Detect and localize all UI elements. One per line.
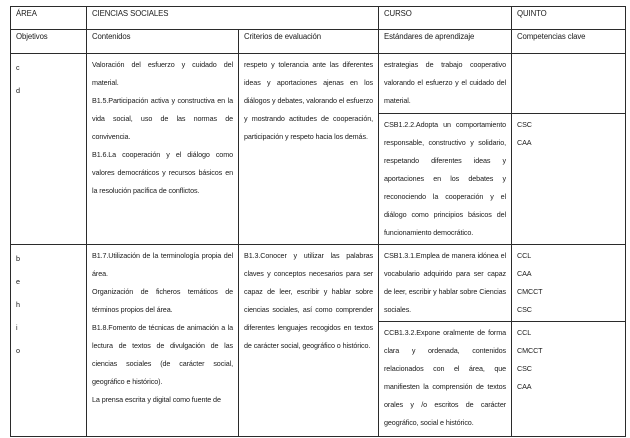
curso-label-cell: CURSO bbox=[379, 7, 512, 30]
cell-estandares-row1b bbox=[379, 114, 512, 245]
cell-objetivos-row1 bbox=[11, 54, 87, 245]
contenido-paragraph: B1.6.La cooperación y el diálogo como valores democráticos y recursos básicos en la resolución pacífica de conflictos. bbox=[92, 150, 233, 195]
header-row-columns bbox=[11, 30, 626, 54]
estandar-paragraph: CSB1.2.2.Adopta un comportamiento responsable, constructivo y solidario, respetando diferentes ideas y aportaciones en los debates y reconociendo la cooperación y el diálogo como principios básicos del funcionamiento democrático. bbox=[384, 120, 507, 237]
competencia-code: CCL bbox=[517, 328, 532, 337]
estandar-paragraph: CSB1.3.1.Emplea de manera idónea el vocabulario adquirido para ser capaz de leer, escribir y hablar sobre Ciencias sociales. bbox=[384, 251, 507, 314]
cell-competencias-row2b bbox=[512, 322, 626, 437]
header-row-area bbox=[11, 7, 626, 30]
cell-estandares-row2b bbox=[379, 322, 512, 437]
objetivo-letter: e bbox=[16, 277, 20, 286]
competencia-code: CAA bbox=[517, 382, 532, 391]
competencia-code: CMCCT bbox=[517, 346, 543, 355]
curriculum-table bbox=[10, 6, 626, 437]
cell-competencias-row1a bbox=[512, 54, 626, 114]
cell-criterios-row1 bbox=[239, 54, 379, 245]
cell-criterios-row2 bbox=[239, 245, 379, 437]
contenido-paragraph: Organización de ficheros temáticos de términos propios del área. bbox=[92, 287, 233, 314]
table-row-1a bbox=[11, 54, 626, 114]
objetivo-letter: b bbox=[16, 254, 20, 263]
contenido-paragraph: B1.7.Utilización de la terminología propia del área. bbox=[92, 251, 233, 278]
contenido-paragraph: B1.5.Participación activa y constructiva en la vida social, uso de las normas de convivencia. bbox=[92, 96, 233, 141]
competencia-code: CMCCT bbox=[517, 287, 543, 296]
estandar-paragraph: CCB1.3.2.Expone oralmente de forma clara y ordenada, contenidos relacionados con el área, que manifiesten la comprensión de textos orales y /o escritos de carácter geográfico, social e histórico. bbox=[384, 328, 507, 427]
column-header-objetivos: Objetivos bbox=[11, 30, 87, 54]
criterio-paragraph: respeto y tolerancia ante las diferentes ideas y aportaciones ajenas en los diálogos y debates, valorando el esfuerzo y mostrando actitudes de cooperación, participación y respeto hacia los demás. bbox=[244, 60, 374, 141]
competencia-code: CAA bbox=[517, 269, 532, 278]
cell-estandares-row2a bbox=[379, 245, 512, 322]
area-value-cell: CIENCIAS SOCIALES bbox=[87, 7, 379, 30]
objetivo-letter: c bbox=[16, 63, 20, 72]
objetivo-letter: i bbox=[16, 323, 18, 332]
contenido-paragraph: B1.8.Fomento de técnicas de animación a la lectura de textos de divulgación de las ciencias sociales (de carácter social, geográfico e histórico). bbox=[92, 323, 233, 386]
cell-contenidos-row1 bbox=[87, 54, 239, 245]
objetivo-letter: h bbox=[16, 300, 20, 309]
cell-competencias-row2a bbox=[512, 245, 626, 322]
objetivo-letter: o bbox=[16, 346, 20, 355]
competencia-code: CSC bbox=[517, 120, 532, 129]
column-header-estandares: Estándares de aprendizaje bbox=[379, 30, 512, 54]
table-row-2a bbox=[11, 245, 626, 322]
column-header-competencias: Competencias clave bbox=[512, 30, 626, 54]
contenido-paragraph: La prensa escrita y digital como fuente de bbox=[92, 395, 221, 404]
cell-competencias-row1b bbox=[512, 114, 626, 245]
competencia-code: CSC bbox=[517, 364, 532, 373]
cell-objetivos-row2 bbox=[11, 245, 87, 437]
column-header-contenidos: Contenidos bbox=[87, 30, 239, 54]
cell-contenidos-row2 bbox=[87, 245, 239, 437]
area-label-cell: ÁREA bbox=[11, 7, 87, 30]
contenido-paragraph: Valoración del esfuerzo y cuidado del material. bbox=[92, 60, 233, 87]
competencia-code: CAA bbox=[517, 138, 532, 147]
criterio-paragraph: B1.3.Conocer y utilizar las palabras claves y conceptos necesarios para ser capaz de leer, escribir y hablar sobre ciencias sociales, así como comprender diferentes lenguajes recogidos en textos de carácter social, geográfico o histórico. bbox=[244, 251, 374, 350]
estandar-paragraph: estrategias de trabajo cooperativo valorando el esfuerzo y el cuidado del material. bbox=[384, 60, 507, 105]
objetivo-letter: d bbox=[16, 86, 20, 95]
cell-estandares-row1a bbox=[379, 54, 512, 114]
column-header-criterios: Criterios de evaluación bbox=[239, 30, 379, 54]
competencia-code: CSC bbox=[517, 305, 532, 314]
curso-value-cell: QUINTO bbox=[512, 7, 626, 30]
competencia-code: CCL bbox=[517, 251, 532, 260]
